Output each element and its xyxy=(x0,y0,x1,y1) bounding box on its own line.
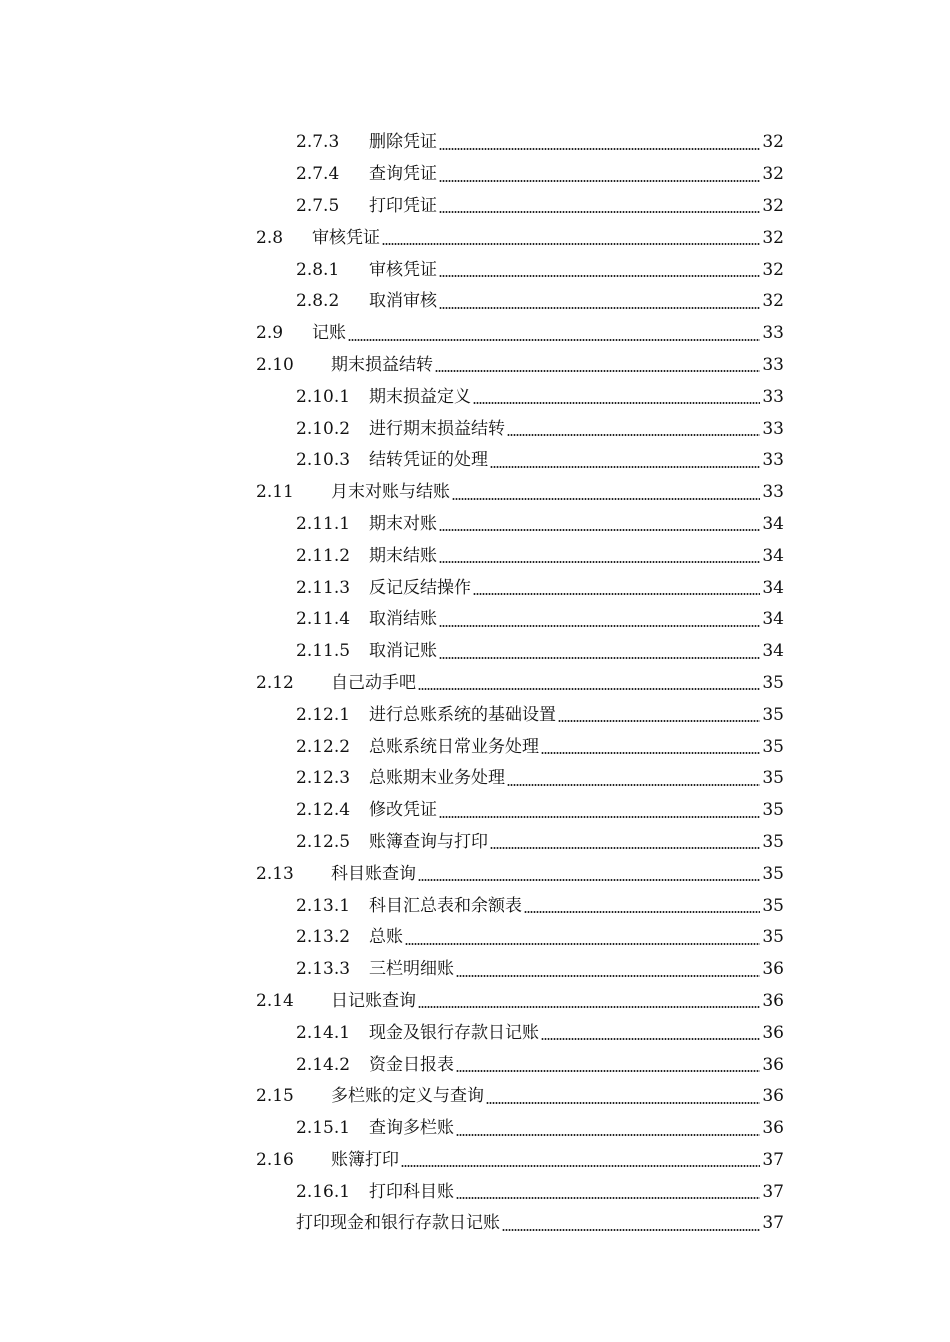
toc-entry[interactable] xyxy=(0,1049,950,1081)
toc-entry[interactable] xyxy=(0,890,950,922)
toc-entry-title: 反记反结操作 xyxy=(369,577,471,598)
toc-entry-page-number: 34 xyxy=(762,577,784,598)
toc-entry[interactable] xyxy=(0,1208,950,1240)
dot-leader xyxy=(558,720,760,722)
toc-entry-title: 现金及银行存款日记账 xyxy=(369,1022,539,1043)
dot-leader xyxy=(439,180,760,182)
toc-entry-page-number: 33 xyxy=(762,354,784,375)
toc-entry-number: 2.13 xyxy=(256,863,294,884)
dot-leader xyxy=(486,1102,760,1104)
dot-leader xyxy=(456,975,760,977)
toc-entry-number: 2.14.1 xyxy=(296,1022,351,1043)
toc-entry-title: 查询凭证 xyxy=(369,164,437,185)
toc-entry-number: 2.8.1 xyxy=(296,259,340,280)
toc-entry[interactable] xyxy=(0,731,950,763)
toc-entry-number: 2.12.3 xyxy=(296,768,351,789)
toc-entry-number: 2.15.1 xyxy=(296,1118,351,1139)
toc-entry-page-number: 32 xyxy=(762,195,784,216)
dot-leader xyxy=(541,1038,760,1040)
toc-entry-page-number: 34 xyxy=(762,513,784,534)
toc-entry[interactable] xyxy=(0,827,950,859)
toc-entry-page-number: 33 xyxy=(762,323,784,344)
toc-entry-title: 结转凭证的处理 xyxy=(369,450,488,471)
toc-entry-title: 进行期末损益结转 xyxy=(369,418,505,439)
toc-entry-page-number: 36 xyxy=(762,959,784,980)
toc-entry-title: 自己动手吧 xyxy=(331,672,416,693)
toc-entry-number: 2.16.1 xyxy=(296,1181,351,1202)
toc-entry[interactable] xyxy=(0,222,950,254)
toc-entry-number: 2.10.1 xyxy=(296,386,351,407)
toc-entry[interactable] xyxy=(0,254,950,286)
dot-leader xyxy=(439,657,760,659)
toc-entry-title: 期末损益定义 xyxy=(369,386,471,407)
toc-entry[interactable] xyxy=(0,1176,950,1208)
dot-leader xyxy=(473,402,760,404)
toc-entry[interactable] xyxy=(0,1017,950,1049)
toc-entry-title: 取消审核 xyxy=(369,291,437,312)
toc-entry-number: 2.11 xyxy=(256,482,294,503)
dot-leader xyxy=(418,688,760,690)
toc-entry-title: 取消结账 xyxy=(369,609,437,630)
dot-leader xyxy=(456,1134,760,1136)
toc-entry-number: 2.11.5 xyxy=(296,641,351,662)
toc-entry-title: 总账期末业务处理 xyxy=(369,768,505,789)
dot-leader xyxy=(418,1006,760,1008)
toc-entry[interactable] xyxy=(0,1081,950,1113)
toc-entry-number: 2.11.3 xyxy=(296,577,351,598)
toc-entry[interactable] xyxy=(0,445,950,477)
dot-leader xyxy=(490,847,760,849)
toc-entry-page-number: 35 xyxy=(762,895,784,916)
dot-leader xyxy=(439,307,760,309)
toc-entry-number: 2.10.2 xyxy=(296,418,351,439)
toc-entry-page-number: 32 xyxy=(762,132,784,153)
dot-leader xyxy=(418,879,760,881)
table-of-contents xyxy=(0,127,950,1240)
toc-entry-number: 2.13.2 xyxy=(296,927,351,948)
toc-entry-number: 2.7.5 xyxy=(296,195,340,216)
toc-entry-number: 2.11.1 xyxy=(296,513,351,534)
toc-entry-title: 总账 xyxy=(369,927,403,948)
toc-entry-page-number: 32 xyxy=(762,291,784,312)
toc-entry-title: 三栏明细账 xyxy=(369,959,454,980)
toc-entry[interactable] xyxy=(0,699,950,731)
toc-entry-number: 2.16 xyxy=(256,1149,294,1170)
toc-entry[interactable] xyxy=(0,286,950,318)
toc-entry-page-number: 33 xyxy=(762,418,784,439)
dot-leader xyxy=(439,211,760,213)
toc-entry-title: 科目账查询 xyxy=(331,863,416,884)
toc-entry[interactable] xyxy=(0,954,950,986)
toc-entry[interactable] xyxy=(0,668,950,700)
toc-entry-title: 审核凭证 xyxy=(312,227,380,248)
toc-entry-title: 账簿查询与打印 xyxy=(369,831,488,852)
toc-entry-number: 2.12.1 xyxy=(296,704,351,725)
toc-entry-title: 取消记账 xyxy=(369,641,437,662)
toc-entry[interactable] xyxy=(0,350,950,382)
dot-leader xyxy=(473,593,760,595)
dot-leader xyxy=(439,561,760,563)
dot-leader xyxy=(541,752,760,754)
toc-entry-title: 期末对账 xyxy=(369,513,437,534)
toc-entry[interactable] xyxy=(0,318,950,350)
toc-entry[interactable] xyxy=(0,572,950,604)
toc-entry[interactable] xyxy=(0,191,950,223)
toc-entry-page-number: 36 xyxy=(762,1022,784,1043)
toc-entry-title: 多栏账的定义与查询 xyxy=(331,1086,484,1107)
dot-leader xyxy=(490,466,760,468)
toc-entry-page-number: 37 xyxy=(762,1213,784,1234)
toc-entry[interactable] xyxy=(0,858,950,890)
toc-entry[interactable] xyxy=(0,159,950,191)
toc-entry-number: 2.13.3 xyxy=(296,959,351,980)
toc-entry[interactable] xyxy=(0,1113,950,1145)
toc-entry-page-number: 35 xyxy=(762,736,784,757)
toc-entry-number: 2.12.4 xyxy=(296,800,351,821)
toc-entry-title: 打印凭证 xyxy=(369,195,437,216)
toc-entry-number: 2.7.3 xyxy=(296,132,340,153)
toc-entry-title: 打印科目账 xyxy=(369,1181,454,1202)
toc-entry[interactable] xyxy=(0,509,950,541)
toc-entry[interactable] xyxy=(0,986,950,1018)
toc-entry-page-number: 36 xyxy=(762,1054,784,1075)
toc-entry[interactable] xyxy=(0,636,950,668)
toc-entry-title: 进行总账系统的基础设置 xyxy=(369,704,556,725)
toc-entry[interactable] xyxy=(0,763,950,795)
toc-entry-title: 期末结账 xyxy=(369,545,437,566)
toc-entry-page-number: 35 xyxy=(762,768,784,789)
toc-entry-page-number: 32 xyxy=(762,164,784,185)
toc-entry[interactable] xyxy=(0,413,950,445)
dot-leader xyxy=(439,529,760,531)
toc-entry[interactable] xyxy=(0,922,950,954)
toc-entry[interactable] xyxy=(0,604,950,636)
toc-entry[interactable] xyxy=(0,127,950,159)
toc-entry[interactable] xyxy=(0,381,950,413)
toc-entry-page-number: 35 xyxy=(762,863,784,884)
toc-entry-number: 2.12.5 xyxy=(296,831,351,852)
toc-entry-page-number: 35 xyxy=(762,927,784,948)
toc-entry[interactable] xyxy=(0,1145,950,1177)
toc-entry-page-number: 34 xyxy=(762,609,784,630)
dot-leader xyxy=(382,243,760,245)
toc-entry-page-number: 34 xyxy=(762,545,784,566)
toc-entry-title: 审核凭证 xyxy=(369,259,437,280)
toc-entry-title: 期末损益结转 xyxy=(331,354,433,375)
toc-entry-title: 日记账查询 xyxy=(331,990,416,1011)
toc-entry-number: 2.12.2 xyxy=(296,736,351,757)
toc-entry-number: 2.7.4 xyxy=(296,164,340,185)
toc-entry-number: 2.14 xyxy=(256,990,294,1011)
toc-entry-title: 总账系统日常业务处理 xyxy=(369,736,539,757)
toc-entry-page-number: 34 xyxy=(762,641,784,662)
toc-entry-page-number: 33 xyxy=(762,450,784,471)
dot-leader xyxy=(405,943,760,945)
dot-leader xyxy=(524,911,760,913)
toc-entry-page-number: 32 xyxy=(762,259,784,280)
toc-entry-page-number: 35 xyxy=(762,704,784,725)
toc-entry-title: 修改凭证 xyxy=(369,800,437,821)
toc-entry-page-number: 32 xyxy=(762,227,784,248)
toc-entry-title: 记账 xyxy=(312,323,346,344)
toc-entry-number: 2.13.1 xyxy=(296,895,351,916)
toc-entry-title: 账簿打印 xyxy=(331,1149,399,1170)
toc-entry-number: 2.10.3 xyxy=(296,450,351,471)
dot-leader xyxy=(401,1165,760,1167)
toc-entry-page-number: 37 xyxy=(762,1149,784,1170)
toc-entry-number: 2.14.2 xyxy=(296,1054,351,1075)
toc-entry-title: 查询多栏账 xyxy=(369,1118,454,1139)
toc-entry-number: 2.12 xyxy=(256,672,294,693)
toc-entry[interactable] xyxy=(0,540,950,572)
toc-entry-page-number: 35 xyxy=(762,800,784,821)
toc-entry-number: 2.8.2 xyxy=(296,291,340,312)
dot-leader xyxy=(507,784,760,786)
toc-entry-number: 2.15 xyxy=(256,1086,294,1107)
toc-entry-number: 2.11.4 xyxy=(296,609,351,630)
dot-leader xyxy=(439,275,760,277)
toc-entry[interactable] xyxy=(0,795,950,827)
dot-leader xyxy=(435,370,760,372)
toc-entry-page-number: 36 xyxy=(762,990,784,1011)
toc-entry-page-number: 35 xyxy=(762,672,784,693)
toc-entry-number: 2.9 xyxy=(256,323,284,344)
toc-entry-number: 2.8 xyxy=(256,227,284,248)
toc-entry-page-number: 33 xyxy=(762,482,784,503)
toc-entry-page-number: 35 xyxy=(762,831,784,852)
dot-leader xyxy=(439,816,760,818)
toc-entry-page-number: 36 xyxy=(762,1118,784,1139)
dot-leader xyxy=(502,1229,760,1231)
dot-leader xyxy=(507,434,760,436)
toc-entry-number: 2.10 xyxy=(256,354,294,375)
toc-entry-title: 资金日报表 xyxy=(369,1054,454,1075)
toc-entry-title: 科目汇总表和余额表 xyxy=(369,895,522,916)
dot-leader xyxy=(439,148,760,150)
toc-entry-title: 月末对账与结账 xyxy=(331,482,450,503)
dot-leader xyxy=(348,339,760,341)
toc-entry-page-number: 37 xyxy=(762,1181,784,1202)
toc-entry[interactable] xyxy=(0,477,950,509)
toc-entry-title: 打印现金和银行存款日记账 xyxy=(296,1213,500,1234)
dot-leader xyxy=(456,1197,760,1199)
dot-leader xyxy=(456,1070,760,1072)
dot-leader xyxy=(439,625,760,627)
toc-entry-page-number: 36 xyxy=(762,1086,784,1107)
toc-entry-page-number: 33 xyxy=(762,386,784,407)
toc-entry-title: 删除凭证 xyxy=(369,132,437,153)
toc-entry-number: 2.11.2 xyxy=(296,545,351,566)
dot-leader xyxy=(452,498,760,500)
